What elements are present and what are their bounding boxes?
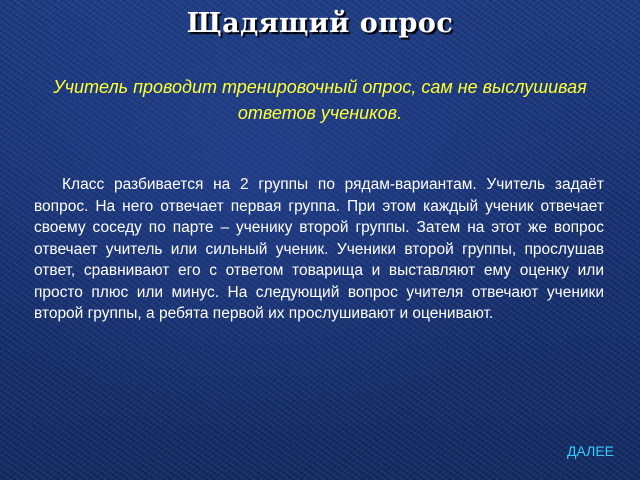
slide-title: Щадящий опрос [186,8,454,39]
next-link[interactable]: ДАЛЕЕ [567,443,614,459]
slide-body-text: Класс разбивается на 2 группы по рядам-вариантам. Учитель задаёт вопрос. На него отвечает первая группа. При этом каждый ученик отвечает своему соседу по парте – ученику второй группы. Затем на этот же вопрос отвечает учитель или сильный ученик. Ученики второй группы, прослушав ответ, сравнивают его с ответом товарища и выставляют ему оценку или просто плюс или минус. На следующий вопрос учителя отвечают ученики второй группы, а ребята первой их прослушивают и оценивают. [34,176,604,322]
slide-subtitle: Учитель проводит тренировочный опрос, сам не выслушивая ответов учеников. [53,77,587,123]
